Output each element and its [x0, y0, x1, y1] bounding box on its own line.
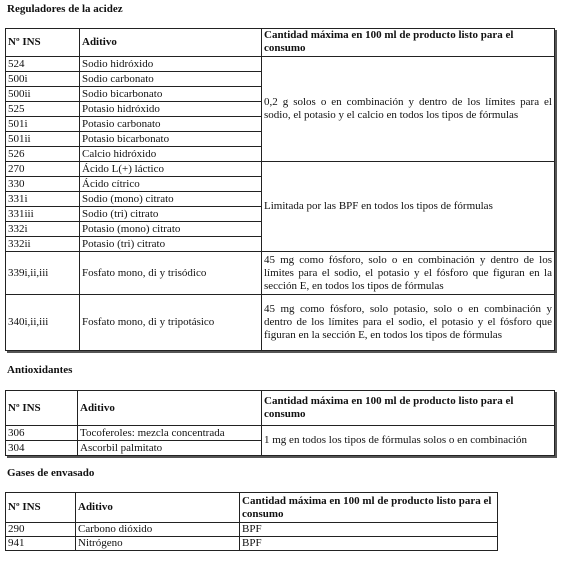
additive-cell: Potasio hidróxido [80, 102, 262, 117]
header-ins: Nº INS [6, 493, 76, 523]
ins-cell: 330 [6, 177, 80, 192]
ins-cell: 500i [6, 72, 80, 87]
table-row [6, 295, 555, 351]
ins-cell: 270 [6, 162, 80, 177]
table-row [6, 537, 498, 551]
header-max-amount: Cantidad máxima en 100 ml de producto listo para el consumo [262, 391, 555, 426]
additive-cell: Potasio (mono) citrato [80, 222, 262, 237]
ins-cell: 339i,ii,iii [6, 252, 80, 295]
table-row [6, 57, 555, 72]
ins-cell: 306 [6, 426, 78, 441]
limit-cell: 45 mg como fósforo, solo o en combinación y dentro de los límites para el sodio, el potasio y el fósforo que figuran en la sección E, en todos los tipos de fórmulas [262, 252, 555, 295]
additive-cell: Fosfato mono, di y trisódico [80, 252, 262, 295]
table-row [6, 252, 555, 295]
limit-cell: 1 mg en todos los tipos de fórmulas solos o en combinación [262, 426, 555, 456]
ins-cell: 332i [6, 222, 80, 237]
ins-cell: 500ii [6, 87, 80, 102]
additive-cell: Ácido L(+) láctico [80, 162, 262, 177]
additive-cell: Ascorbil palmitato [78, 441, 262, 456]
table-header-row [6, 29, 555, 57]
ins-cell: 525 [6, 102, 80, 117]
antioxidants-table [5, 390, 555, 456]
limit-cell: Limitada por las BPF en todos los tipos de fórmulas [262, 162, 555, 252]
additive-cell: Potasio carbonato [80, 117, 262, 132]
additive-cell: Tocoferoles: mezcla concentrada [78, 426, 262, 441]
limit-cell: 45 mg como fósforo, solo potasio, solo o en combinación y dentro de los límites para el sodio, el potasio y el fósforo que figuran en la sección E, en todos los tipos de fórmulas [262, 295, 555, 351]
additive-cell: Sodio hidróxido [80, 57, 262, 72]
section-title-antioxidants: Antioxidantes [7, 364, 73, 376]
ins-cell: 304 [6, 441, 78, 456]
additive-cell: Fosfato mono, di y tripotásico [80, 295, 262, 351]
ins-cell: 501ii [6, 132, 80, 147]
ins-cell: 331i [6, 192, 80, 207]
additive-cell: Sodio (mono) citrato [80, 192, 262, 207]
table-row [6, 162, 555, 177]
limit-cell: 0,2 g solos o en combinación y dentro de los límites para el sodio, el potasio y el calcio en todos los tipos de fórmulas [262, 57, 555, 162]
additive-cell: Carbono dióxido [76, 523, 240, 537]
ins-cell: 941 [6, 537, 76, 551]
additive-cell: Sodio carbonato [80, 72, 262, 87]
additive-cell: Ácido cítrico [80, 177, 262, 192]
additive-cell: Sodio (tri) citrato [80, 207, 262, 222]
header-additive: Aditivo [80, 29, 262, 57]
acidity-regulators-table [5, 28, 555, 351]
additive-cell: Nitrógeno [76, 537, 240, 551]
additive-cell: Potasio bicarbonato [80, 132, 262, 147]
table-header-row [6, 391, 555, 426]
ins-cell: 526 [6, 147, 80, 162]
packaging-gases-table [5, 492, 498, 551]
header-additive: Aditivo [78, 391, 262, 426]
additive-cell: Calcio hidróxido [80, 147, 262, 162]
table-row [6, 523, 498, 537]
additive-cell: Potasio (tri) citrato [80, 237, 262, 252]
ins-cell: 501i [6, 117, 80, 132]
header-ins: Nº INS [6, 29, 80, 57]
header-additive: Aditivo [76, 493, 240, 523]
section-title-packaging-gases: Gases de envasado [7, 467, 95, 479]
ins-cell: 290 [6, 523, 76, 537]
header-max-amount: Cantidad máxima en 100 ml de producto listo para el consumo [240, 493, 498, 523]
ins-cell: 332ii [6, 237, 80, 252]
additive-cell: Sodio bicarbonato [80, 87, 262, 102]
section-title-acidity-regulators: Reguladores de la acidez [7, 3, 123, 15]
ins-cell: 524 [6, 57, 80, 72]
ins-cell: 340i,ii,iii [6, 295, 80, 351]
limit-cell: BPF [240, 523, 498, 537]
table-header-row [6, 493, 498, 523]
header-max-amount: Cantidad máxima en 100 ml de producto listo para el consumo [262, 29, 555, 57]
ins-cell: 331iii [6, 207, 80, 222]
table-row [6, 426, 555, 441]
header-ins: Nº INS [6, 391, 78, 426]
limit-cell: BPF [240, 537, 498, 551]
